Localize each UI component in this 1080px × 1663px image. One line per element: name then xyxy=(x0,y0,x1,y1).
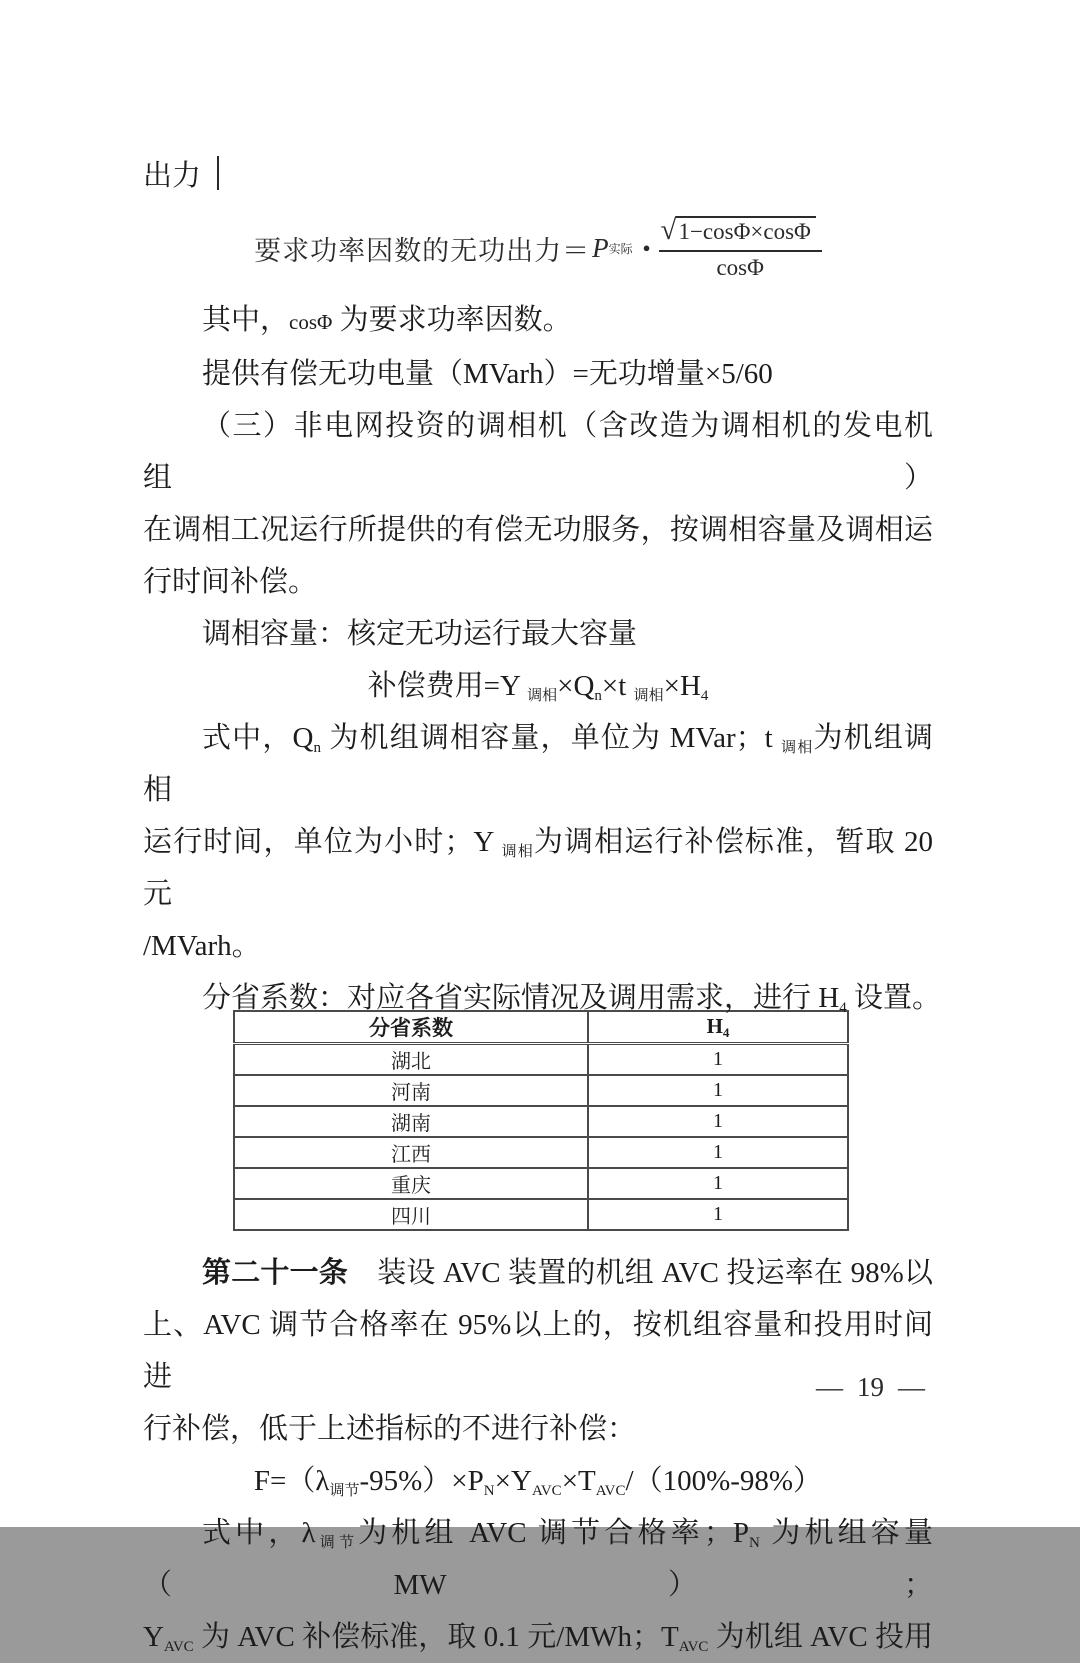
text-segment: ×Y xyxy=(494,1465,532,1497)
compensation-fee-formula xyxy=(143,660,933,712)
text-segment: 为 AVC 补偿标准，取 0.1 元/MWh；T xyxy=(193,1621,679,1653)
text-segment: ×t xyxy=(601,670,634,702)
lines-before-table xyxy=(143,294,941,1024)
text-segment: 式中，Q xyxy=(202,722,314,754)
subscript-segment: 调相 xyxy=(781,740,814,756)
subscript-segment: N xyxy=(483,1483,495,1499)
formula-lhs: 要求功率因数的无功出力＝ xyxy=(254,235,591,266)
text-segment: 为机组 AVC 调节合格率；P xyxy=(358,1517,749,1549)
radicand: 1−cosΦ×cosΦ xyxy=(676,216,815,244)
subscript-segment: 4 xyxy=(839,1000,847,1016)
table-row xyxy=(234,1075,848,1106)
line-qn-explain-1 xyxy=(143,712,933,816)
footer-left-dash: — xyxy=(816,1372,843,1402)
text-segment: cosΦ xyxy=(289,310,333,334)
text-segment: 为要求功率因数。 xyxy=(332,304,572,336)
table-row xyxy=(234,1199,848,1230)
line-article-21-1 xyxy=(143,1247,933,1299)
text-segment: 设置。 xyxy=(846,982,941,1014)
subscript-segment: 调节 xyxy=(329,1483,360,1499)
text-segment: 运行时间，单位为小时；Y xyxy=(143,826,502,858)
text-segment: 出力 xyxy=(143,160,202,192)
province-cell: 湖南 xyxy=(234,1106,588,1137)
fraction-numerator xyxy=(659,214,822,250)
line-article-21-3 xyxy=(143,1403,933,1455)
province-cell: 江西 xyxy=(234,1137,588,1168)
subscript-segment: AVC xyxy=(678,1639,709,1655)
text-segment: 式中，λ xyxy=(202,1517,316,1549)
reactive-output-formula xyxy=(143,202,933,294)
line-qn-explain-2 xyxy=(143,816,933,920)
subscript-segment: 4 xyxy=(700,688,709,704)
subscript-segment: AVC xyxy=(595,1483,626,1499)
h4-value-cell: 1 xyxy=(588,1168,848,1199)
text-segment: ×T xyxy=(561,1465,596,1497)
line-avc-explain-1 xyxy=(143,1507,933,1611)
line-qn-explain-3 xyxy=(143,920,933,972)
table-row xyxy=(234,1106,848,1137)
text-segment: 调相容量：核定无功运行最大容量 xyxy=(202,618,638,650)
multiplication-dot: ● xyxy=(642,240,651,255)
formula-variable-p-subscript: 实际 xyxy=(608,241,633,256)
text-segment: 为调相运行补偿标准，暂取 20 元 xyxy=(143,826,933,910)
province-cell: 河南 xyxy=(234,1075,588,1106)
lines-after-table xyxy=(143,1247,933,1663)
text-segment: /MVarh。 xyxy=(143,930,261,962)
text-segment: Y xyxy=(143,1621,164,1653)
subscript-segment: 调相 xyxy=(527,688,558,704)
h4-value-cell: 1 xyxy=(588,1106,848,1137)
lines-before-formula xyxy=(143,150,933,202)
text-segment: 补偿费用=Y xyxy=(367,670,528,702)
line-item-three-1 xyxy=(143,400,933,504)
header-h4-base: H xyxy=(706,1013,723,1038)
line-avc-explain-2 xyxy=(143,1611,933,1663)
text-segment: 分省系数：对应各省实际情况及调用需求，进行 H xyxy=(202,982,840,1014)
subscript-segment: 调相 xyxy=(633,688,664,704)
line-cos-definition xyxy=(143,294,933,348)
text-segment: 装设 AVC 装置的机组 AVC 投运率在 98%以 xyxy=(348,1257,933,1289)
line-mvarh-equation xyxy=(143,348,933,400)
subscript-segment: n xyxy=(313,740,321,756)
text-segment: F=（λ xyxy=(253,1465,330,1497)
line-province-coefficient xyxy=(143,972,941,1024)
text-segment: 为机组容量（MW）； xyxy=(143,1517,933,1601)
text-segment: 行补偿，低于上述指标的不进行补偿： xyxy=(143,1413,637,1445)
text-segment: 其中， xyxy=(202,304,290,336)
text-segment: ×H xyxy=(663,670,701,702)
fraction-denominator: cosΦ xyxy=(659,250,822,281)
line-item-three-3 xyxy=(143,556,933,608)
province-cell: 重庆 xyxy=(234,1168,588,1199)
page-number xyxy=(809,1372,932,1403)
header-h4-subscript: 4 xyxy=(722,1024,730,1040)
text-segment: /（100%-98%） xyxy=(625,1465,823,1497)
line-item-three-2 xyxy=(143,504,933,556)
subscript-segment: n xyxy=(594,688,602,704)
subscript-segment: 调节 xyxy=(315,1535,359,1551)
header-province-coefficient: 分省系数 xyxy=(234,1011,588,1044)
formula-fraction xyxy=(659,214,822,282)
text-segment: ×Q xyxy=(557,670,595,702)
h4-value-cell: 1 xyxy=(588,1137,848,1168)
text-segment: （三）非电网投资的调相机（含改造为调相机的发电机组） xyxy=(143,410,933,494)
h4-value-cell: 1 xyxy=(588,1199,848,1230)
vertical-bar xyxy=(217,156,219,190)
footer-number: 19 xyxy=(857,1372,884,1402)
text-segment: 为机组 AVC 投用 xyxy=(708,1621,933,1653)
province-cell: 四川 xyxy=(234,1199,588,1230)
table-row xyxy=(234,1044,848,1076)
text-segment: 第二十一条 xyxy=(202,1257,348,1289)
text-segment: -95%）×P xyxy=(359,1465,484,1497)
text-segment: 在调相工况运行所提供的有偿无功服务，按调相容量及调相运 xyxy=(143,514,933,546)
subscript-segment: N xyxy=(749,1535,760,1551)
radical-sign: √ xyxy=(660,214,677,247)
h4-value-cell: 1 xyxy=(588,1075,848,1106)
line-tiaoxiang-capacity xyxy=(143,608,933,660)
text-segment: 提供有偿无功电量（MVarh）=无功增量×5/60 xyxy=(202,358,773,390)
province-cell: 湖北 xyxy=(234,1044,588,1076)
table-row xyxy=(234,1137,848,1168)
table-row xyxy=(234,1168,848,1199)
text-segment: 上、AVC 调节合格率在 95%以上的，按机组容量和投用时间进 xyxy=(143,1309,933,1393)
text-segment: 行时间补偿。 xyxy=(143,566,318,598)
subscript-segment: 调相 xyxy=(501,844,534,860)
formula-variable-p: P xyxy=(592,232,609,263)
footer-right-dash: — xyxy=(898,1372,925,1402)
h4-value-cell: 1 xyxy=(588,1044,848,1076)
text-segment: 为机组调相容量，单位为 MVar；t xyxy=(320,722,782,754)
subscript-segment: AVC xyxy=(531,1483,562,1499)
text-segment: 为机组调相 xyxy=(143,722,933,806)
page-content xyxy=(143,150,941,1663)
line-chuli-fragment xyxy=(143,150,933,202)
province-coefficient-table xyxy=(233,1010,849,1231)
avc-compensation-formula xyxy=(143,1455,933,1507)
subscript-segment: AVC xyxy=(163,1639,194,1655)
